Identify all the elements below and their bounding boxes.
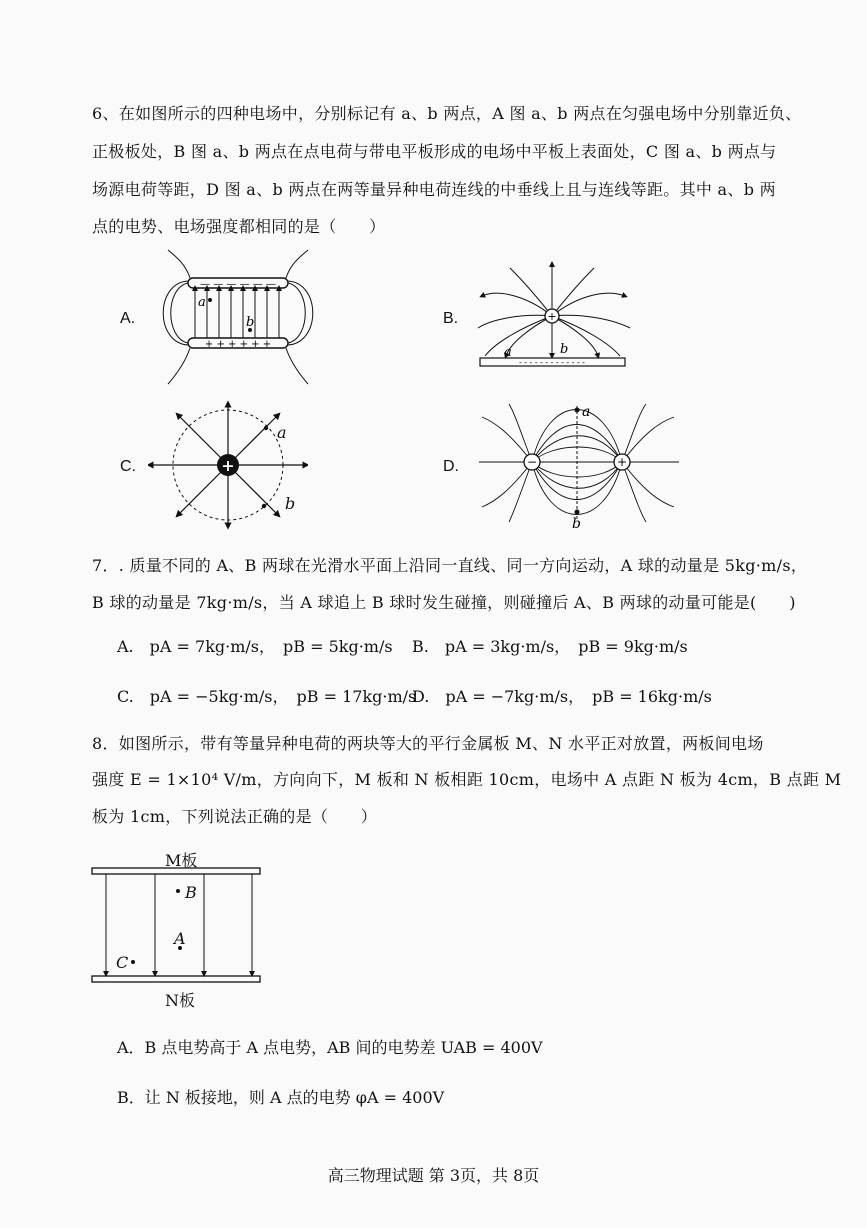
- minus-signs: — — — — — —: [200, 279, 276, 290]
- q6-figure-a-label: A.: [120, 310, 136, 327]
- q6-figure-d-label: D.: [443, 458, 459, 475]
- svg-text:+: +: [547, 310, 557, 323]
- point-b-label: b: [246, 315, 255, 330]
- q6-figure-b: [470, 258, 640, 376]
- q7-option-d[interactable]: D. pA = −7kg·m/s， pB = 16kg·m/s: [412, 687, 712, 706]
- n-plate-label: N板: [165, 991, 196, 1010]
- q6-figure-c-label: C.: [120, 458, 136, 475]
- q8-option-b[interactable]: B．让 N 板接地，则 A 点的电势 φA = 400V: [117, 1088, 445, 1107]
- q8-option-a[interactable]: A．B 点电势高于 A 点电势，AB 间的电势差 UAB = 400V: [117, 1038, 543, 1057]
- q7-option-c[interactable]: C. pA = −5kg·m/s， pB = 17kg·m/s: [117, 687, 417, 706]
- q7-line-2: B 球的动量是 7kg·m/s，当 A 球追上 B 球时发生碰撞，则碰撞后 A、B 两球的动量可能是( ): [92, 593, 796, 612]
- point-b-label: b: [572, 516, 581, 530]
- svg-text:−: −: [526, 455, 538, 469]
- plus-signs: + + + + + +: [204, 339, 272, 350]
- m-plate-label: M板: [165, 851, 198, 870]
- q6-c-point-b: b: [285, 494, 296, 513]
- q6-figure-a: [150, 248, 330, 388]
- q7-option-b[interactable]: B. pA = 3kg·m/s， pB = 9kg·m/s: [412, 637, 688, 656]
- page-footer: 高三物理试题 第 3页，共 8页: [327, 1166, 540, 1185]
- svg-text:- - - - - - - - - - - - -: - - - - - - - - - - - - -: [519, 358, 585, 367]
- point-a-label: a: [198, 295, 206, 310]
- point-a-label: a: [504, 345, 512, 360]
- q6-line-2: 正极板处，B 图 a、b 两点在点电荷与带电平板形成的电场中平板上表面处，C 图 a、b 两点与: [92, 142, 777, 161]
- point-b-label: B: [185, 883, 197, 902]
- q7-line-1: 7．. 质量不同的 A、B 两球在光滑水平面上沿同一直线、同一方向运动，A 球的动量是 5kg·m/s，: [92, 556, 808, 575]
- q6-figure-b-label: B.: [443, 310, 459, 327]
- q6-line-3: 场源电荷等距，D 图 a、b 两点在两等量异种电荷连线的中垂线上且与连线等距。其中 a、b 两: [92, 180, 776, 199]
- point-a-label: A: [174, 929, 186, 948]
- q6-figure-d: [474, 402, 684, 530]
- q8-line-2: 强度 E = 1×10⁴ V/m，方向向下，M 板和 N 板相距 10cm，电场中 A 点距 N 板为 4cm，B 点距 M: [92, 770, 842, 789]
- q6-figure-c: [148, 400, 308, 530]
- q6-line-1: 6、在如图所示的四种电场中，分别标记有 a、b 两点，A 图 a、b 两点在匀强电场中分别靠近负、: [92, 104, 802, 123]
- svg-text:+: +: [221, 456, 235, 475]
- point-a-label: a: [582, 404, 591, 420]
- q8-line-1: 8．如图所示，带有等量异种电荷的两块等大的平行金属板 M、N 水平正对放置，两板间电场: [92, 734, 764, 753]
- q7-option-a[interactable]: A. pA = 7kg·m/s， pB = 5kg·m/s: [117, 637, 393, 656]
- point-c-label: C: [116, 953, 129, 972]
- point-b-label: b: [560, 342, 569, 357]
- svg-text:+: +: [616, 455, 628, 469]
- q6-c-point-a: a: [277, 423, 287, 442]
- q8-line-3: 板为 1cm，下列说法正确的是（ ）: [92, 807, 378, 826]
- q6-line-4: 点的电势、电场强度都相同的是（ ）: [92, 217, 386, 236]
